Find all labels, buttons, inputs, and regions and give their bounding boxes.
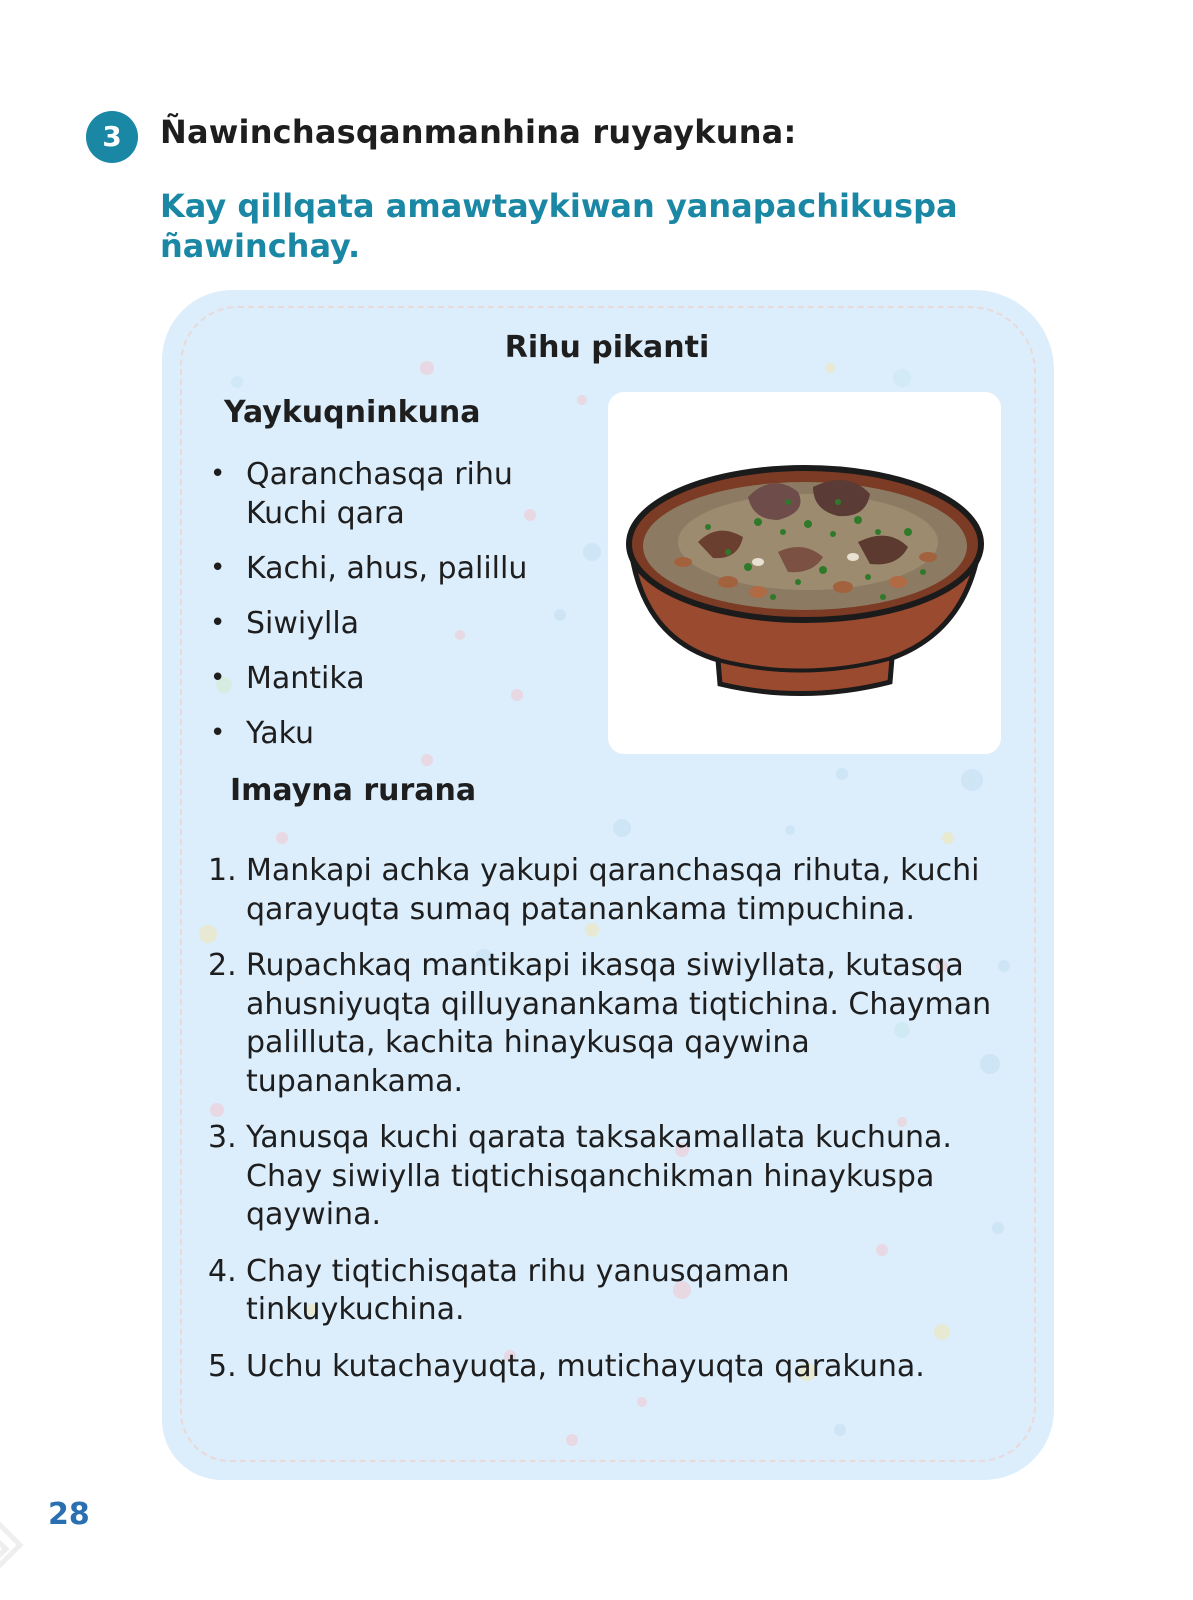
list-item xyxy=(202,1253,1006,1330)
ingredients-list xyxy=(202,455,606,769)
list-item xyxy=(202,1119,1006,1235)
step-text: Yanusqa kuchi qarata taksakamallata kuchuna. Chay siwiylla tiqtichisqanchikman hinaykuspa qaywina. xyxy=(246,1120,952,1232)
recipe-title: Rihu pikanti xyxy=(504,330,710,365)
corner-pattern-decoration xyxy=(0,1465,44,1600)
method-heading: Imayna rurana xyxy=(230,773,477,808)
exercise-number-badge: 3 xyxy=(86,111,138,163)
ingredient-line: Kachi, ahus, palillu xyxy=(246,551,528,586)
list-item xyxy=(202,455,606,533)
ingredient-line: Yaku xyxy=(246,716,315,751)
list-item xyxy=(202,604,606,643)
recipe-card xyxy=(162,290,1054,1480)
dish-photo xyxy=(608,392,1001,754)
list-item xyxy=(202,659,606,698)
step-text: Rupachkaq mantikapi ikasqa siwiyllata, kutasqa ahusniyuqta qilluyanankama tiqtichina. Chayman palilluta, kachita hinaykusqa qaywina tupanankama. xyxy=(246,948,992,1099)
ingredients-heading: Yaykuqninkuna xyxy=(224,395,481,430)
step-text: Uchu kutachayuqta, mutichayuqta qarakuna. xyxy=(246,1348,925,1384)
step-number: 5. xyxy=(208,1348,237,1384)
step-number: 3. xyxy=(208,1120,237,1155)
list-item xyxy=(202,1348,1046,1387)
exercise-instruction: Kay qillqata amawtaykiwan yanapachikuspa ñawinchay. xyxy=(160,187,958,265)
list-item xyxy=(202,714,606,753)
step-text: Chay tiqtichisqata rihu yanusqaman tinkuykuchina. xyxy=(246,1253,790,1327)
ingredient-line: Kuchi qara xyxy=(246,496,405,531)
exercise-heading: Ñawinchasqanmanhina ruyaykuna: xyxy=(160,113,797,151)
ingredient-line: Mantika xyxy=(246,661,365,696)
step-number: 2. xyxy=(208,948,237,983)
list-item xyxy=(202,947,1006,1101)
step-number: 1. xyxy=(208,853,237,888)
list-item xyxy=(202,852,1006,929)
page-number: 28 xyxy=(48,1497,90,1532)
step-text: Mankapi achka yakupi qaranchasqa rihuta, kuchi qarayuqta sumaq patanankama timpuchina. xyxy=(246,853,980,927)
method-steps xyxy=(202,852,1046,1404)
step-number: 4. xyxy=(208,1253,237,1289)
list-item xyxy=(202,549,606,588)
soup-bowl-icon xyxy=(608,392,1001,754)
ingredient-line: Qaranchasqa rihu xyxy=(246,457,513,492)
ingredient-line: Siwiylla xyxy=(246,606,360,641)
